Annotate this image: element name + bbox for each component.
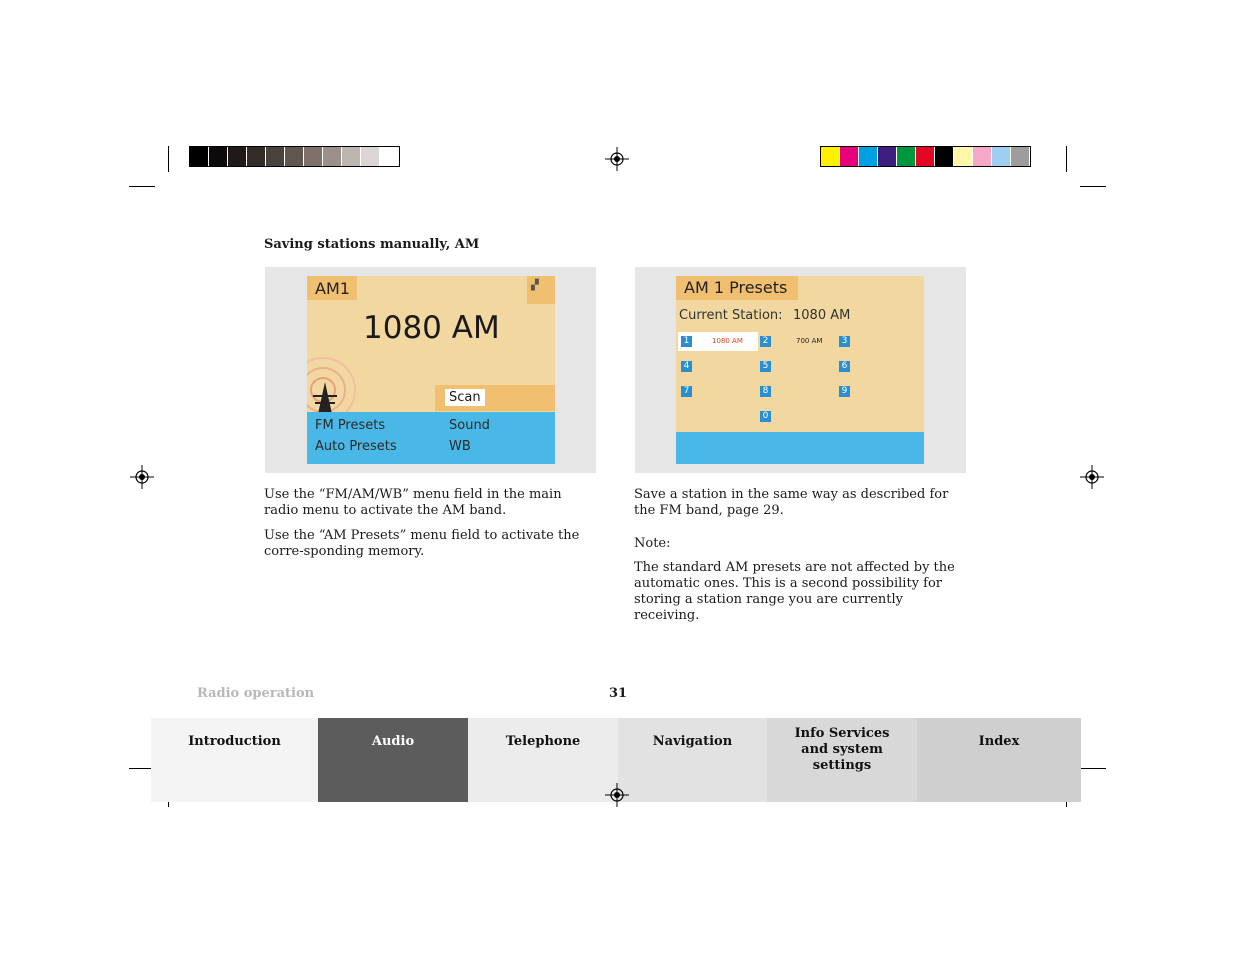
antenna-icon	[307, 340, 367, 414]
menu-area	[676, 432, 924, 464]
preset-value: 1080 AM	[712, 337, 743, 345]
preset-number[interactable]: 3	[839, 336, 850, 347]
note-paragraph: The standard AM presets are not affected by the automatic ones. This is a second possibility for storing a station range you are currently receiving.	[634, 560, 955, 623]
menu-item-wb[interactable]: WB	[449, 439, 471, 454]
tab-audio[interactable]: Audio	[318, 718, 468, 802]
body-paragraph: Use the “AM Presets” menu field to activate the corre-sponding memory.	[264, 528, 580, 559]
crop-mark	[1080, 186, 1106, 187]
crop-mark	[1066, 146, 1067, 172]
page-number: 31	[608, 686, 628, 701]
preset-number[interactable]: 5	[760, 361, 771, 372]
note-label: Note:	[634, 536, 671, 551]
crop-mark	[129, 186, 155, 187]
presets-screenshot	[635, 267, 966, 473]
preset-number[interactable]: 7	[681, 386, 692, 397]
body-paragraph: Save a station in the same way as described for the FM band, page 29.	[634, 487, 949, 518]
registration-mark-icon	[605, 147, 629, 171]
preset-number[interactable]: 0	[760, 411, 771, 422]
tab-navigation[interactable]: Navigation	[618, 718, 767, 802]
body-paragraph: Use the “FM/AM/WB” menu field in the main radio menu to activate the AM band.	[264, 487, 562, 518]
band-label: AM1	[315, 279, 350, 298]
registration-mark-icon	[1080, 465, 1104, 489]
crop-mark	[168, 146, 169, 172]
menu-item-auto-presets[interactable]: Auto Presets	[315, 439, 397, 454]
preset-number[interactable]: 8	[760, 386, 771, 397]
preset-value: 700 AM	[796, 337, 823, 345]
current-station-value: 1080 AM	[793, 308, 851, 323]
preset-number: 1	[681, 336, 692, 347]
current-station-label: Current Station:	[679, 308, 783, 323]
menu-item-fm-presets[interactable]: FM Presets	[315, 418, 386, 433]
presets-title: AM 1 Presets	[684, 278, 788, 297]
tab-info-services[interactable]: Info Services and system settings	[767, 718, 917, 802]
tab-telephone[interactable]: Telephone	[468, 718, 618, 802]
radio-main-screenshot	[265, 267, 596, 473]
preset-number[interactable]: 6	[839, 361, 850, 372]
tab-introduction[interactable]: Introduction	[151, 718, 318, 802]
presets-display	[676, 276, 924, 464]
preset-number[interactable]: 9	[839, 386, 850, 397]
registration-mark-icon	[605, 783, 629, 807]
scan-button[interactable]: Scan	[445, 389, 485, 406]
crop-mark	[1080, 768, 1106, 769]
preset-number[interactable]: 4	[681, 361, 692, 372]
color-bar	[820, 146, 1031, 167]
registration-mark-icon	[130, 465, 154, 489]
radio-display	[307, 276, 555, 464]
tab-index[interactable]: Index	[917, 718, 1081, 802]
signal-icon: ▞	[531, 280, 539, 291]
preset-number[interactable]: 2	[760, 336, 771, 347]
grayscale-bar	[189, 146, 400, 167]
section-heading: Saving stations manually, AM	[264, 237, 480, 252]
menu-item-sound[interactable]: Sound	[449, 418, 490, 433]
frequency-display: 1080 AM	[363, 310, 500, 346]
section-label: Radio operation	[197, 686, 315, 701]
